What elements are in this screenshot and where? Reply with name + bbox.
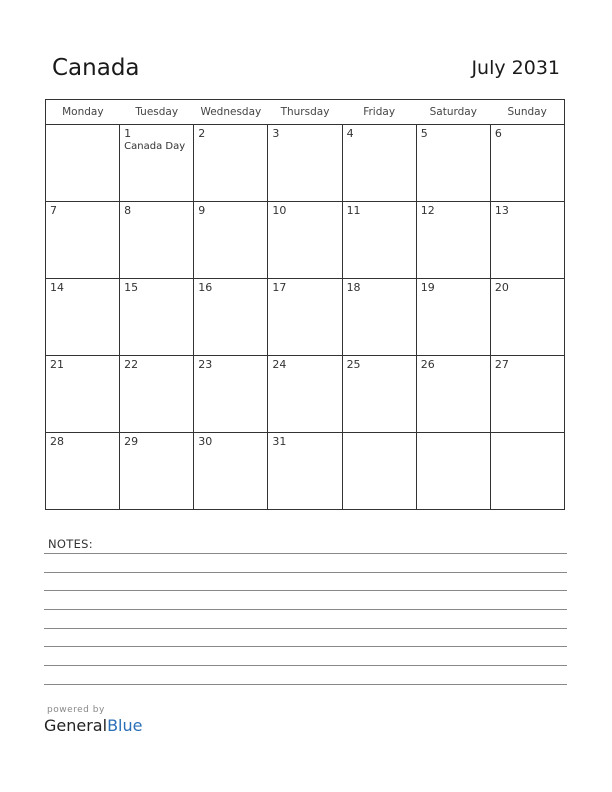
day-number: 24 [272, 358, 287, 371]
weekday-sunday: Sunday [490, 100, 564, 125]
day-number: 29 [124, 435, 139, 448]
day-cell [342, 279, 416, 356]
day-cell [194, 356, 268, 433]
day-number: 23 [198, 358, 213, 371]
day-number: 19 [420, 281, 435, 294]
day-cell [416, 433, 490, 510]
weekday-friday: Friday [342, 100, 416, 125]
day-cell [268, 279, 342, 356]
day-cell [46, 279, 120, 356]
weekday-wednesday: Wednesday [194, 100, 268, 125]
day-cell [46, 356, 120, 433]
day-cell [120, 125, 194, 202]
week-row [46, 356, 565, 433]
day-number: 15 [124, 281, 139, 294]
day-number: 9 [198, 204, 206, 217]
brand-general: General [44, 716, 108, 735]
day-cell [194, 125, 268, 202]
day-cell [342, 202, 416, 279]
note-line [44, 572, 567, 573]
weekday-header-row [46, 100, 565, 125]
day-cell [268, 125, 342, 202]
day-cell [268, 356, 342, 433]
week-row [46, 202, 565, 279]
day-number: 22 [124, 358, 139, 371]
week-row [46, 433, 565, 510]
day-number: 14 [50, 281, 64, 294]
note-line [44, 684, 567, 685]
day-cell [342, 125, 416, 202]
day-number: 17 [272, 281, 287, 294]
day-number: 21 [50, 358, 64, 371]
day-cell [490, 356, 564, 433]
day-number: 28 [50, 435, 64, 448]
day-cell [46, 125, 120, 202]
day-number: 12 [420, 204, 435, 217]
day-cell [342, 356, 416, 433]
day-cell [194, 433, 268, 510]
day-number: 18 [346, 281, 361, 294]
week-row [46, 279, 565, 356]
day-cell [194, 202, 268, 279]
day-cell [46, 433, 120, 510]
notes-label: NOTES: [48, 537, 93, 551]
month-year-title: July 2031 [471, 57, 560, 79]
holiday-label: Canada Day [124, 141, 186, 152]
brand-logo [44, 716, 142, 735]
powered-by-text: powered by [47, 705, 105, 715]
day-cell [490, 279, 564, 356]
brand-blue: Blue [107, 716, 143, 735]
day-cell [194, 279, 268, 356]
day-number: 4 [346, 127, 354, 140]
day-number: 26 [420, 358, 435, 371]
day-number: 6 [494, 127, 502, 140]
note-line [44, 665, 567, 666]
day-number: 1 [124, 127, 132, 140]
day-number: 10 [272, 204, 287, 217]
weekday-saturday: Saturday [416, 100, 490, 125]
day-cell [120, 433, 194, 510]
day-number: 3 [272, 127, 280, 140]
day-number: 2 [198, 127, 206, 140]
day-number: 13 [494, 204, 509, 217]
day-number: 7 [50, 204, 57, 217]
week-row [46, 125, 565, 202]
note-line [44, 553, 567, 554]
day-cell [490, 125, 564, 202]
day-number: 8 [124, 204, 132, 217]
day-number: 5 [420, 127, 428, 140]
day-cell [120, 356, 194, 433]
day-cell [416, 279, 490, 356]
day-number: 25 [346, 358, 361, 371]
note-line [44, 590, 567, 591]
day-cell [416, 356, 490, 433]
weekday-tuesday: Tuesday [120, 100, 194, 125]
day-cell [342, 433, 416, 510]
note-line [44, 646, 567, 647]
country-title: Canada [52, 55, 140, 81]
day-cell [490, 433, 564, 510]
day-cell [268, 433, 342, 510]
day-number: 16 [198, 281, 213, 294]
calendar-grid [45, 99, 565, 510]
day-cell [120, 279, 194, 356]
day-number: 20 [494, 281, 509, 294]
day-number: 11 [346, 204, 361, 217]
day-cell [490, 202, 564, 279]
day-cell [46, 202, 120, 279]
day-cell [416, 202, 490, 279]
day-number: 31 [272, 435, 287, 448]
day-cell [120, 202, 194, 279]
day-cell [268, 202, 342, 279]
note-line [44, 628, 567, 629]
weekday-monday: Monday [46, 100, 120, 125]
day-cell [416, 125, 490, 202]
day-number: 30 [198, 435, 213, 448]
note-line [44, 609, 567, 610]
day-number: 27 [494, 358, 509, 371]
weekday-thursday: Thursday [268, 100, 342, 125]
